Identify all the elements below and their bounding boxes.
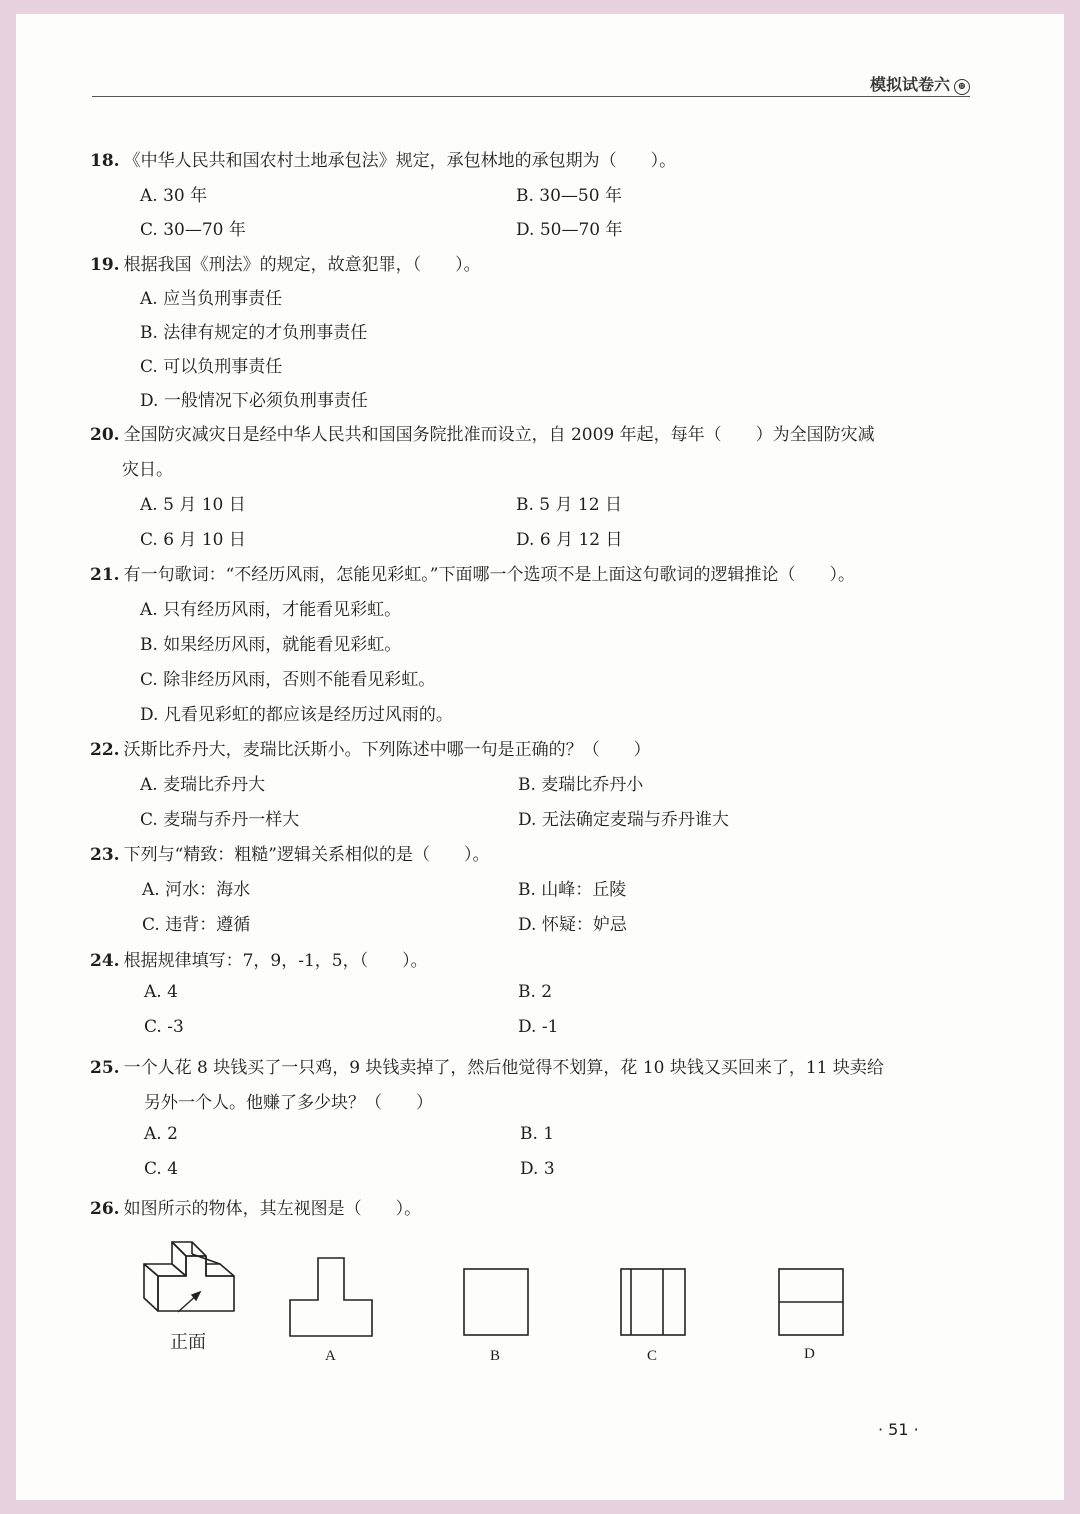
question-number: 19. — [90, 255, 120, 275]
page-number: · 51 · — [878, 1420, 919, 1439]
option-b: B. 30—50 年 — [516, 186, 622, 206]
option-a: A. 30 年 — [140, 186, 208, 206]
front-arrow — [178, 1292, 200, 1312]
option-a: A. 应当负刑事责任 — [140, 289, 283, 309]
question-text: 沃斯比乔丹大，麦瑞比沃斯小。下列陈述中哪一句是正确的？（ ） — [123, 740, 651, 760]
option-b: B. 如果经历风雨，就能看见彩虹。 — [140, 635, 402, 655]
question-text: 如图所示的物体，其左视图是（ ）。 — [123, 1199, 422, 1219]
page-header — [92, 72, 970, 97]
question-number: 21. — [90, 565, 120, 585]
header-title: 模拟试卷六 — [869, 75, 950, 94]
question-text-cont: 另外一个人。他赚了多少块？（ ） — [144, 1093, 433, 1113]
question-number: 22. — [90, 740, 120, 760]
option-a: A. 4 — [144, 982, 178, 1002]
view-option-d-figure — [778, 1268, 844, 1336]
view-option-b-label: B — [490, 1348, 501, 1364]
option-c: C. 麦瑞与乔丹一样大 — [140, 810, 300, 830]
question-23 — [90, 840, 489, 865]
view-option-a-figure — [288, 1256, 374, 1338]
option-c: C. -3 — [144, 1017, 184, 1037]
front-label: 正面 — [170, 1332, 206, 1353]
question-21 — [90, 560, 855, 585]
question-number: 23. — [90, 845, 120, 865]
option-d: D. 50—70 年 — [516, 220, 623, 240]
option-d: D. 6 月 12 日 — [516, 530, 623, 550]
option-b: B. 2 — [518, 982, 553, 1002]
option-a: A. 麦瑞比乔丹大 — [140, 775, 266, 795]
question-22 — [90, 735, 651, 760]
question-number: 24. — [90, 951, 120, 971]
question-text: 全国防灾减灾日是经中华人民共和国国务院批准而设立，自 2009 年起，每年（ ）为全国防灾减 — [123, 425, 875, 445]
option-a: A. 只有经历风雨，才能看见彩虹。 — [140, 600, 402, 620]
question-text: 《中华人民共和国农村土地承包法》规定，承包林地的承包期为（ ）。 — [123, 151, 677, 171]
option-c: C. 除非经历风雨，否则不能看见彩虹。 — [140, 670, 436, 690]
view-option-a-label: A — [325, 1348, 336, 1364]
option-a: A. 河水：海水 — [142, 880, 251, 900]
view-option-b-figure — [463, 1268, 529, 1336]
view-option-c-label: C — [647, 1348, 658, 1364]
option-c: C. 违背：遵循 — [142, 915, 251, 935]
question-25 — [90, 1053, 884, 1078]
question-number: 25. — [90, 1058, 120, 1078]
option-d: D. 3 — [520, 1159, 555, 1179]
question-text: 根据我国《刑法》的规定，故意犯罪，（ ）。 — [123, 255, 481, 275]
question-text: 一个人花 8 块钱买了一只鸡，9 块钱卖掉了，然后他觉得不划算，花 10 块钱又买回来了，11 块卖给 — [123, 1058, 884, 1078]
isometric-object-figure — [138, 1226, 242, 1322]
option-d: D. 怀疑：妒忌 — [518, 915, 627, 935]
option-c: C. 4 — [144, 1159, 179, 1179]
option-b: B. 山峰：丘陵 — [518, 880, 627, 900]
option-a: A. 2 — [144, 1124, 178, 1144]
question-text: 下列与“精致：粗糙”逻辑关系相似的是（ ）。 — [123, 845, 490, 865]
option-c: C. 可以负刑事责任 — [140, 357, 283, 377]
option-d: D. 无法确定麦瑞与乔丹谁大 — [518, 810, 729, 830]
question-18 — [90, 146, 676, 171]
question-number: 20. — [90, 425, 120, 445]
question-20 — [90, 420, 875, 445]
question-number: 26. — [90, 1199, 120, 1219]
question-text-cont: 灾日。 — [122, 460, 173, 480]
option-a: A. 5 月 10 日 — [140, 495, 246, 515]
option-b: B. 法律有规定的才负刑事责任 — [140, 323, 368, 343]
option-b: B. 1 — [520, 1124, 555, 1144]
option-d: D. 凡看见彩虹的都应该是经历过风雨的。 — [140, 705, 453, 725]
question-text: 有一句歌词：“不经历风雨，怎能见彩虹。”下面哪一个选项不是上面这句歌词的逻辑推论（ ）。 — [123, 565, 855, 585]
option-d: D. 一般情况下必须负刑事责任 — [140, 391, 368, 411]
option-b: B. 麦瑞比乔丹小 — [518, 775, 644, 795]
option-c: C. 6 月 10 日 — [140, 530, 246, 550]
view-option-c-figure — [620, 1268, 686, 1336]
view-option-d-label: D — [804, 1346, 815, 1362]
question-19 — [90, 250, 481, 275]
question-24 — [90, 946, 428, 971]
question-text: 根据规律填写：7，9，-1，5，（ ）。 — [123, 951, 428, 971]
option-d: D. -1 — [518, 1017, 559, 1037]
header-icon: ⊕ — [954, 79, 970, 95]
question-26 — [90, 1194, 421, 1219]
option-b: B. 5 月 12 日 — [516, 495, 622, 515]
question-number: 18. — [90, 151, 120, 171]
option-c: C. 30—70 年 — [140, 220, 246, 240]
